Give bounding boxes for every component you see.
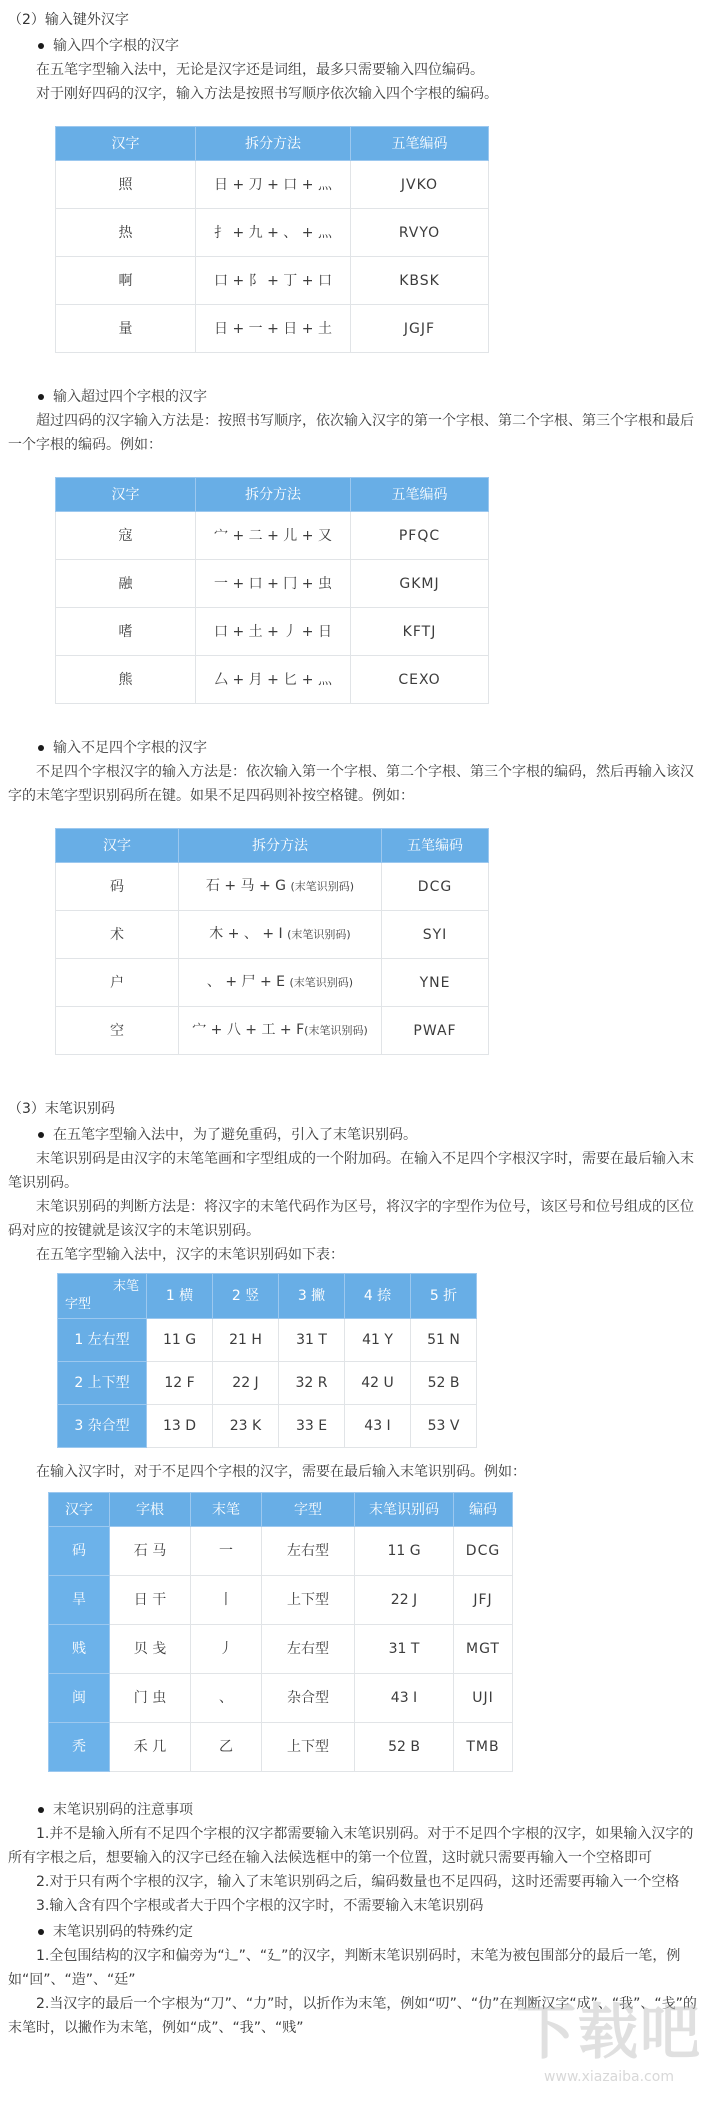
- column-header: 汉字: [56, 478, 196, 512]
- wubi-code-cell: JGJF: [351, 305, 489, 353]
- column-header: 五笔编码: [351, 478, 489, 512]
- table-row: [49, 1625, 513, 1674]
- table-row: [58, 1319, 477, 1362]
- shape-type-cell: 杂合型: [262, 1674, 355, 1723]
- split-note: (末笔识别码): [304, 1024, 368, 1037]
- character-cell: 量: [56, 305, 196, 353]
- code-cell: 33 E: [279, 1405, 345, 1448]
- wubi-code-cell: GKMJ: [351, 560, 489, 608]
- code-cell: MGT: [454, 1625, 513, 1674]
- character-cell: 照: [56, 161, 196, 209]
- table-row: [56, 911, 489, 959]
- roots-cell: 日 干: [110, 1576, 191, 1625]
- table-row: [56, 1007, 489, 1055]
- code-cell: 42 U: [345, 1362, 411, 1405]
- bullet-dot-icon: [38, 43, 44, 49]
- bullet-dot-icon: [38, 1929, 44, 1935]
- split-note: (末笔识别码): [287, 928, 351, 941]
- section-2-heading: （2）输入键外汉字: [8, 12, 129, 28]
- table-row: [56, 656, 489, 704]
- bullet-dot-icon: [38, 1807, 44, 1813]
- column-header: 1 横: [147, 1274, 213, 1319]
- note-paragraph: 1.并不是输入所有不足四个字根的汉字都需要输入末笔识别码。对于不足四个字根的汉字，如果输入汉字的所有字根之后，想要输入的汉字已经在输入法候选框中的第一个位置，这时就只需要再输入一个空格即可: [8, 1826, 694, 1866]
- recognition-code-cell: 22 J: [355, 1576, 454, 1625]
- character-cell: 熊: [56, 656, 196, 704]
- code-cell: 13 D: [147, 1405, 213, 1448]
- split-method-cell: [179, 1007, 382, 1055]
- table-row: [56, 305, 489, 353]
- column-header: 汉字: [56, 127, 196, 161]
- bullet-item-special-rules: [8, 1920, 700, 1944]
- recognition-code-cell: 52 B: [355, 1723, 454, 1772]
- header-row: [58, 1274, 477, 1319]
- bullet-dot-icon: [38, 394, 44, 400]
- code-cell: 12 F: [147, 1362, 213, 1405]
- recognition-code-cell: 31 T: [355, 1625, 454, 1674]
- wubi-code-cell: PFQC: [351, 512, 489, 560]
- corner-bottom-label: 字型: [65, 1297, 92, 1312]
- code-cell: JFJ: [454, 1576, 513, 1625]
- shape-type-cell: 左右型: [262, 1625, 355, 1674]
- shape-type-cell: 上下型: [262, 1723, 355, 1772]
- last-stroke-cell: 、: [191, 1674, 262, 1723]
- table-row: [56, 863, 489, 911]
- code-cell: 23 K: [213, 1405, 279, 1448]
- split-text: 、 + 尸 + E: [206, 974, 290, 990]
- bullet-label: 在五笔字型输入法中，为了避免重码，引入了末笔识别码。: [53, 1127, 417, 1143]
- column-header: 末笔: [191, 1493, 262, 1527]
- header-row: [56, 829, 489, 863]
- paragraph: 在五笔字型输入法中，无论是汉字还是词组，最多只需要输入四位编码。: [36, 62, 484, 78]
- bullet-item-intro: [8, 1123, 700, 1147]
- table-row: [58, 1405, 477, 1448]
- header-row: [56, 478, 489, 512]
- bullet-label: 末笔识别码的特殊约定: [53, 1924, 193, 1940]
- character-cell: 术: [56, 911, 179, 959]
- table-row: [58, 1362, 477, 1405]
- bullet-label: 输入超过四个字根的汉字: [53, 389, 207, 405]
- paragraph: 末笔识别码是由汉字的末笔笔画和字型组成的一个附加码。在输入不足四个字根汉字时，需要在最后输入末笔识别码。: [8, 1151, 694, 1191]
- roots-cell: 禾 几: [110, 1723, 191, 1772]
- last-stroke-cell: 丨: [191, 1576, 262, 1625]
- column-header: 汉字: [49, 1493, 110, 1527]
- shape-type-cell: 左右型: [262, 1527, 355, 1576]
- code-cell: 32 R: [279, 1362, 345, 1405]
- split-method-cell: 日 + 一 + 日 + 土: [196, 305, 351, 353]
- character-cell: 嗜: [56, 608, 196, 656]
- character-row-header: 闽: [49, 1674, 110, 1723]
- code-cell: 51 N: [411, 1319, 477, 1362]
- table-row: [56, 512, 489, 560]
- split-method-cell: [179, 863, 382, 911]
- column-header: 5 折: [411, 1274, 477, 1319]
- wubi-code-cell: JVKO: [351, 161, 489, 209]
- character-cell: 融: [56, 560, 196, 608]
- character-row-header: 秃: [49, 1723, 110, 1772]
- roots-cell: 门 虫: [110, 1674, 191, 1723]
- code-cell: 43 I: [345, 1405, 411, 1448]
- column-header: 3 撇: [279, 1274, 345, 1319]
- recognition-code-matrix: [57, 1273, 477, 1448]
- column-header: 4 捺: [345, 1274, 411, 1319]
- paragraph: 在五笔字型输入法中，汉字的末笔识别码如下表：: [36, 1247, 344, 1263]
- character-row-header: 码: [49, 1527, 110, 1576]
- split-text: 木 + 、 + I: [209, 926, 288, 942]
- column-header: 末笔识别码: [355, 1493, 454, 1527]
- over-four-root-table: [55, 477, 489, 704]
- split-text: 宀 + 八 + 工 + F: [192, 1022, 305, 1038]
- section-3-heading: （3）末笔识别码: [8, 1101, 115, 1117]
- bullet-item-over-four-roots: [8, 385, 700, 409]
- wubi-code-cell: DCG: [382, 863, 489, 911]
- paragraph: 末笔识别码的判断方法是：将汉字的末笔代码作为区号，将汉字的字型作为位号，该区号和位号组成的区位码对应的按键就是该汉字的末笔识别码。: [8, 1199, 694, 1239]
- code-cell: UJI: [454, 1674, 513, 1723]
- recognition-code-cell: 11 G: [355, 1527, 454, 1576]
- bullet-label: 末笔识别码的注意事项: [53, 1802, 193, 1818]
- watermark-logo: 下载吧: [516, 1998, 702, 2068]
- roots-cell: 贝 戋: [110, 1625, 191, 1674]
- wubi-code-cell: PWAF: [382, 1007, 489, 1055]
- code-cell: DCG: [454, 1527, 513, 1576]
- column-header: 拆分方法: [179, 829, 382, 863]
- four-root-table: [55, 126, 489, 353]
- split-method-cell: [179, 959, 382, 1007]
- table-row: [56, 161, 489, 209]
- split-method-cell: 一 + 口 + 冂 + 虫: [196, 560, 351, 608]
- wubi-code-cell: CEXO: [351, 656, 489, 704]
- column-header: 字型: [262, 1493, 355, 1527]
- shape-type-cell: 上下型: [262, 1576, 355, 1625]
- column-header: 编码: [454, 1493, 513, 1527]
- under-four-root-table: [55, 828, 489, 1055]
- column-header: 汉字: [56, 829, 179, 863]
- table-row: [49, 1723, 513, 1772]
- bullet-dot-icon: [38, 745, 44, 751]
- table-row: [49, 1527, 513, 1576]
- wubi-code-cell: RVYO: [351, 209, 489, 257]
- code-cell: 22 J: [213, 1362, 279, 1405]
- special-rule-paragraph: 2.当汉字的最后一个字根为“刀”、“力”时，以折作为末笔，例如“叨”、“仂”在判断汉字“成”、“我”、“戋”的末笔时，以撇作为末笔，例如“成”、“我”、“贱”: [8, 1996, 697, 2036]
- character-cell: 空: [56, 1007, 179, 1055]
- wubi-code-cell: KFTJ: [351, 608, 489, 656]
- last-stroke-cell: 乙: [191, 1723, 262, 1772]
- character-row-header: 旱: [49, 1576, 110, 1625]
- column-header: 五笔编码: [351, 127, 489, 161]
- column-header: 拆分方法: [196, 127, 351, 161]
- note-paragraph: 3.输入含有四个字根或者大于四个字根的汉字时，不需要输入末笔识别码: [36, 1898, 484, 1914]
- bullet-dot-icon: [38, 1132, 44, 1138]
- wubi-code-cell: KBSK: [351, 257, 489, 305]
- header-row: [49, 1493, 513, 1527]
- roots-cell: 石 马: [110, 1527, 191, 1576]
- split-method-cell: 厶 + 月 + 匕 + 灬: [196, 656, 351, 704]
- recognition-example-table: [48, 1492, 513, 1772]
- watermark-url: www.xiazaiba.com: [544, 2069, 674, 2085]
- table-row: [56, 959, 489, 1007]
- split-method-cell: 口 + 阝 + 丁 + 口: [196, 257, 351, 305]
- split-method-cell: 宀 + 二 + 儿 + 又: [196, 512, 351, 560]
- split-method-cell: 日 + 刀 + 口 + 灬: [196, 161, 351, 209]
- paragraph: 超过四码的汉字输入方法是：按照书写顺序，依次输入汉字的第一个字根、第二个字根、第三个字根和最后一个字根的编码。例如：: [8, 413, 694, 453]
- character-cell: 寇: [56, 512, 196, 560]
- note-paragraph: 2.对于只有两个字根的汉字，输入了末笔识别码之后，编码数量也不足四码，这时还需要再输入一个空格: [36, 1874, 680, 1890]
- character-cell: 码: [56, 863, 179, 911]
- table-row: [49, 1674, 513, 1723]
- character-cell: 啊: [56, 257, 196, 305]
- split-method-cell: [179, 911, 382, 959]
- split-note: (末笔识别码): [289, 976, 354, 989]
- code-cell: 21 H: [213, 1319, 279, 1362]
- column-header: 2 竖: [213, 1274, 279, 1319]
- row-header: 1 左右型: [58, 1319, 147, 1362]
- table-row: [56, 209, 489, 257]
- table-row: [49, 1576, 513, 1625]
- character-row-header: 贱: [49, 1625, 110, 1674]
- character-cell: 热: [56, 209, 196, 257]
- row-header: 2 上下型: [58, 1362, 147, 1405]
- column-header: 五笔编码: [382, 829, 489, 863]
- paragraph: 在输入汉字时，对于不足四个字根的汉字，需要在最后输入末笔识别码。例如：: [36, 1464, 526, 1480]
- code-cell: TMB: [454, 1723, 513, 1772]
- table-row: [56, 560, 489, 608]
- code-cell: 52 B: [411, 1362, 477, 1405]
- table-row: [56, 608, 489, 656]
- split-text: 石 + 马 + G: [205, 878, 291, 894]
- paragraph: 不足四个字根汉字的输入方法是：依次输入第一个字根、第二个字根、第三个字根的编码，然后再输入该汉字的末笔字型识别码所在键。如果不足四码则补按空格键。例如：: [8, 764, 694, 804]
- split-method-cell: 扌 + 九 + 、 + 灬: [196, 209, 351, 257]
- row-header: 3 杂合型: [58, 1405, 147, 1448]
- corner-top-label: 末笔: [112, 1279, 139, 1294]
- last-stroke-cell: 丿: [191, 1625, 262, 1674]
- last-stroke-cell: 一: [191, 1527, 262, 1576]
- corner-header: [58, 1274, 147, 1319]
- special-rule-paragraph: 1.全包围结构的汉字和偏旁为“辶”、“廴”的汉字，判断末笔识别码时，末笔为被包围部分的最后一笔，例如“回”、“造”、“廷”: [8, 1948, 681, 1988]
- bullet-label: 输入不足四个字根的汉字: [53, 740, 207, 756]
- bullet-label: 输入四个字根的汉字: [53, 38, 179, 54]
- bullet-item-four-roots: [8, 34, 700, 58]
- header-row: [56, 127, 489, 161]
- paragraph: 对于刚好四码的汉字，输入方法是按照书写顺序依次输入四个字根的编码。: [36, 86, 498, 102]
- recognition-code-cell: 43 I: [355, 1674, 454, 1723]
- table-row: [56, 257, 489, 305]
- character-cell: 户: [56, 959, 179, 1007]
- code-cell: 31 T: [279, 1319, 345, 1362]
- code-cell: 41 Y: [345, 1319, 411, 1362]
- code-cell: 11 G: [147, 1319, 213, 1362]
- column-header: 拆分方法: [196, 478, 351, 512]
- split-note: (末笔识别码): [290, 880, 355, 893]
- bullet-item-notes: [8, 1798, 700, 1822]
- column-header: 字根: [110, 1493, 191, 1527]
- wubi-code-cell: SYI: [382, 911, 489, 959]
- split-method-cell: 口 + 土 + 丿 + 日: [196, 608, 351, 656]
- code-cell: 53 V: [411, 1405, 477, 1448]
- wubi-code-cell: YNE: [382, 959, 489, 1007]
- bullet-item-under-four-roots: [8, 736, 700, 760]
